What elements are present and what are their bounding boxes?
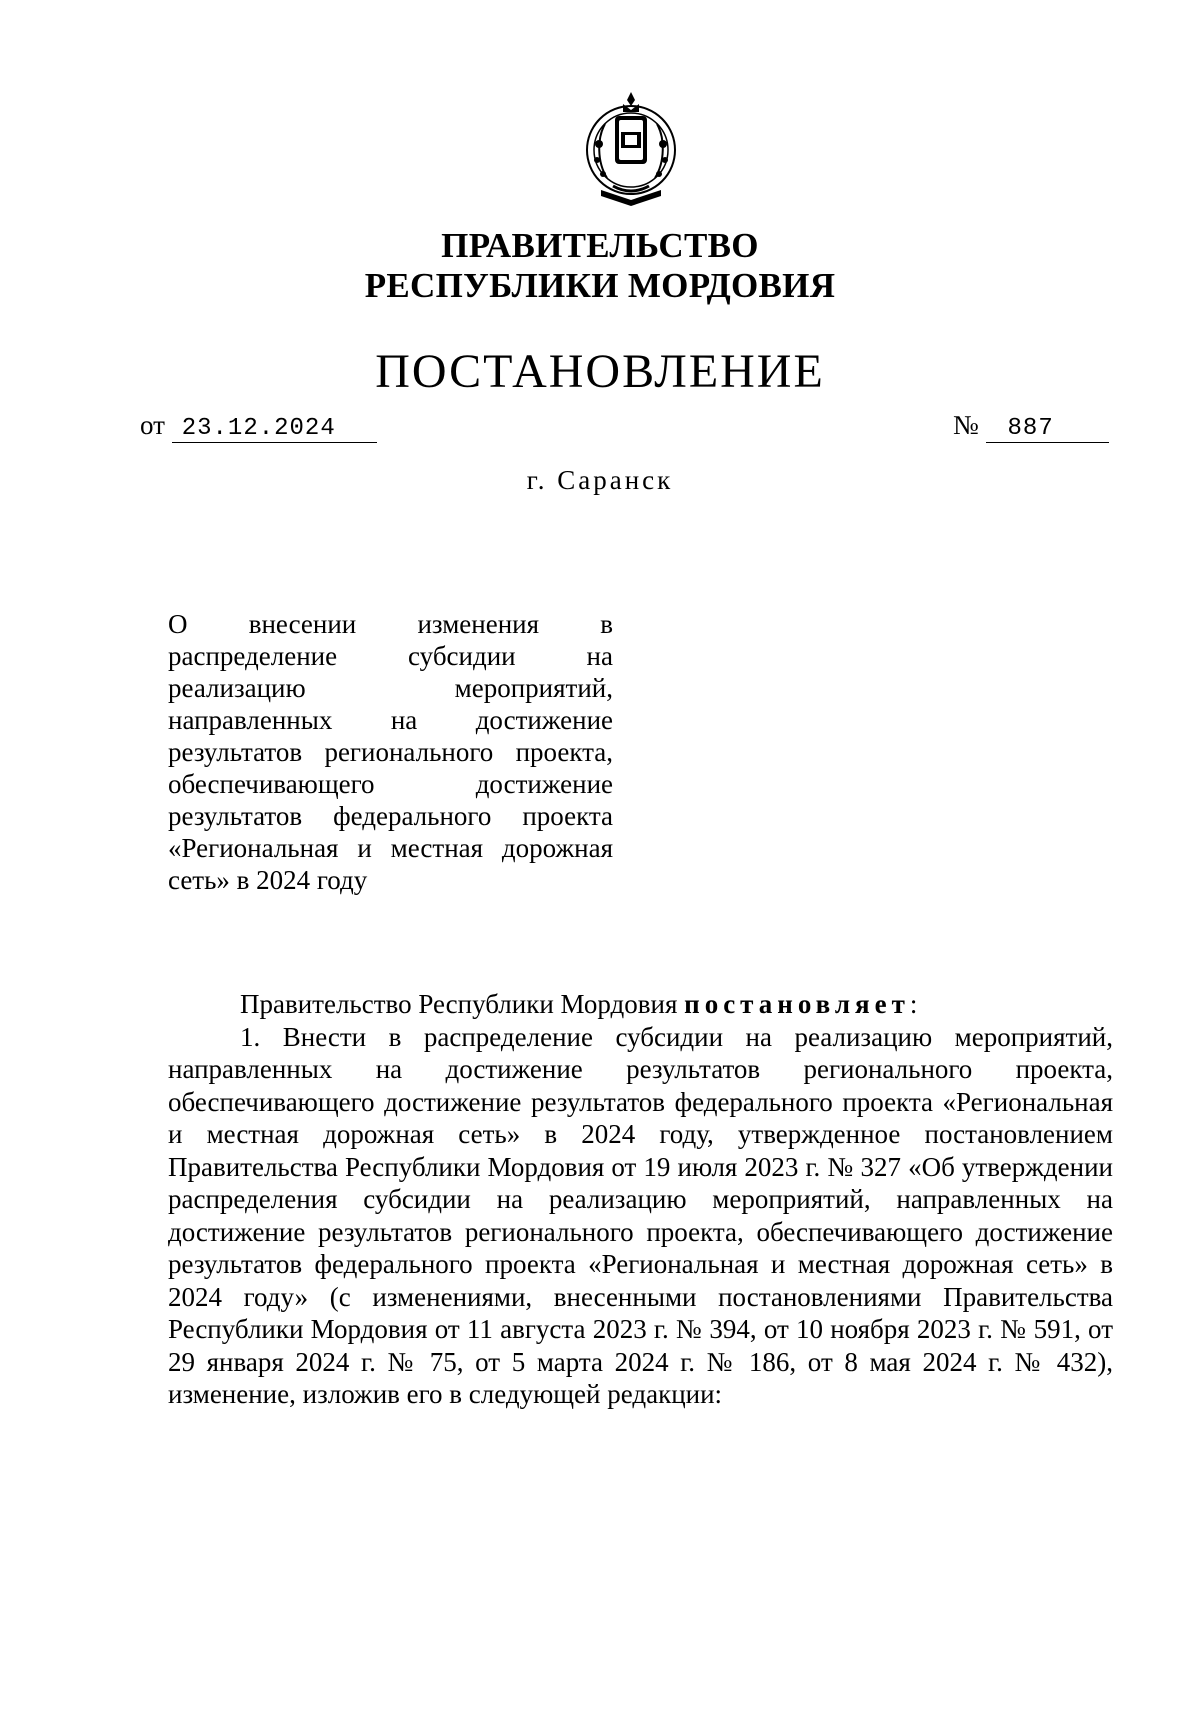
number-value: 887 [986,415,1109,443]
organization-name-line-1: ПРАВИТЕЛЬСТВО [441,226,759,265]
organization-name-line-2: РЕСПУБЛИКИ МОРДОВИЯ [364,266,836,305]
date-value: 23.12.2024 [172,415,377,443]
intro-paragraph [168,988,1113,1021]
document-type-title: ПОСТАНОВЛЕНИЕ [375,345,825,398]
intro-colon: : [909,989,918,1019]
city: г. Саранск [526,465,674,495]
document-subject: О внесении изменения в распределение субсидии на реализацию мероприятий, направленных на достижение результатов регионального проекта, обеспечивающего достижение результатов федерального проекта «Региональная и местная дорожная сеть» в 2024 году [168,609,613,895]
number-line [953,410,1109,443]
number-label: № [953,410,979,440]
date-label: от [140,410,165,440]
intro-keyword: постановляет [684,989,910,1019]
date-line [140,410,377,443]
coat-of-arms-icon [575,86,687,208]
intro-text: Правительство Республики Мордовия [240,989,678,1019]
document-body [168,988,1113,1411]
item-1-paragraph: 1. Внести в распределение субсидии на реализацию мероприятий, направленных на достижение результатов регионального проекта, обеспечивающего достижение результатов федерального проекта «Региональная и местная дорожная сеть» в 2024 году, утвержденное постановлением Правительства Республики Мордовия от 19 июля 2023 г. № 327 «Об утверждении распределения субсидии на реализацию мероприятий, направленных на достижение результатов регионального проекта, обеспечивающего достижение результатов федерального проекта «Региональная и местная дорожная сеть» в 2024 году» (с изменениями, внесенными постановлениями Правительства Республики Мордовия от 11 августа 2023 г. № 394, от 10 ноября 2023 г. № 591, от 29 января 2024 г. № 75, от 5 марта 2024 г. № 186, от 8 мая 2024 г. № 432), изменение, изложив его в следующей редакции: [168,1021,1113,1409]
